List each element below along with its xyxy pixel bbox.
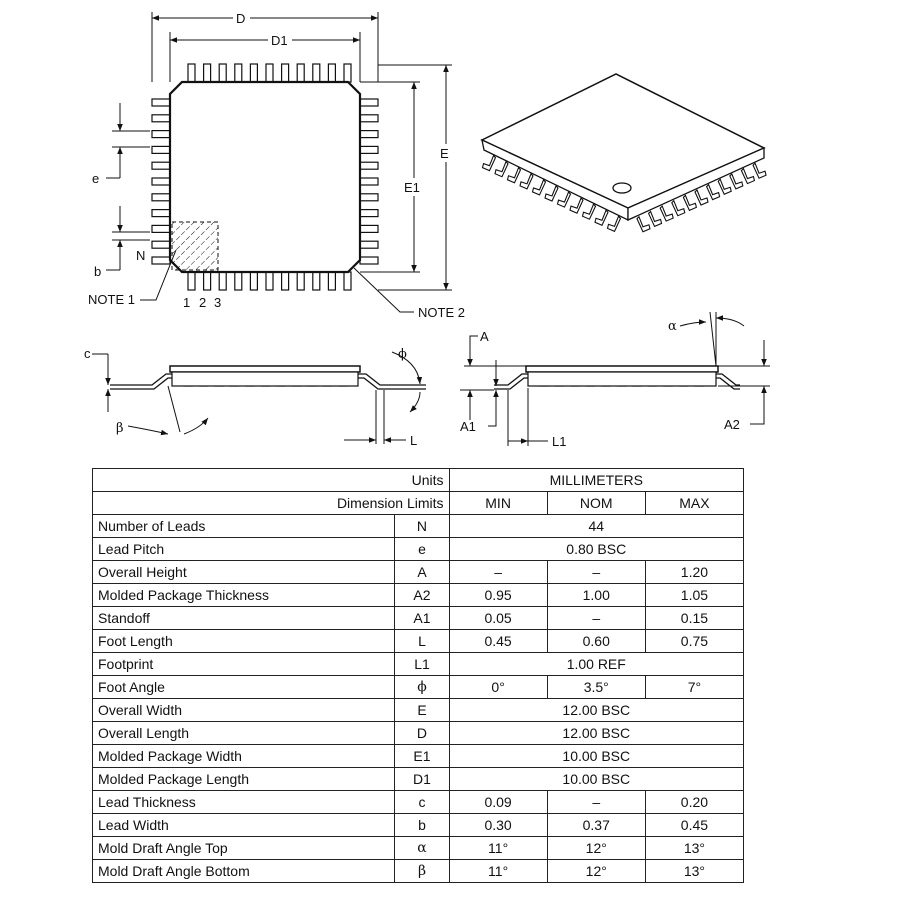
lead-top xyxy=(282,64,289,82)
dimension-nom: 12° xyxy=(547,860,645,883)
iso-lead-right xyxy=(707,185,720,200)
lead-bottom xyxy=(266,272,273,290)
table-row xyxy=(93,699,744,722)
table-row xyxy=(93,745,744,768)
dimension-symbol: E xyxy=(395,699,449,722)
dimension-name: Lead Pitch xyxy=(93,538,395,561)
iso-lead-right xyxy=(730,174,743,189)
lead-top xyxy=(188,64,195,82)
dimension-nom: – xyxy=(547,791,645,814)
dimension-min: 11° xyxy=(449,837,547,860)
lead-top xyxy=(235,64,242,82)
dimension-symbol: D1 xyxy=(395,768,449,791)
dimension-min: 0.05 xyxy=(449,607,547,630)
lead-bottom xyxy=(313,272,320,290)
side-view-left xyxy=(84,346,426,448)
lead-left xyxy=(152,257,170,264)
lead-bottom xyxy=(250,272,257,290)
lead-left xyxy=(152,99,170,106)
table-row xyxy=(93,653,744,676)
lead-right xyxy=(360,162,378,169)
iso-lead-right xyxy=(753,163,766,178)
dimension-name: Foot Length xyxy=(93,630,395,653)
dimension-symbol: β xyxy=(395,860,449,883)
dimension-symbol: D xyxy=(395,722,449,745)
lead-bottom xyxy=(344,272,351,290)
dimension-min: 0.95 xyxy=(449,584,547,607)
table-header-limits xyxy=(93,492,744,515)
dimension-value: 0.80 BSC xyxy=(449,538,743,561)
iso-lead-left xyxy=(495,162,508,177)
dimension-min: 0° xyxy=(449,676,547,699)
iso-lead-right xyxy=(649,211,662,226)
dimension-nom: 3.5° xyxy=(547,676,645,699)
lead-top xyxy=(328,64,335,82)
dimension-nom: 1.00 xyxy=(547,584,645,607)
lead-bottom xyxy=(235,272,242,290)
dimension-min: 0.30 xyxy=(449,814,547,837)
iso-lead-left xyxy=(483,156,496,171)
dimension-symbol: b xyxy=(395,814,449,837)
dimension-name: Overall Length xyxy=(93,722,395,745)
lead-left xyxy=(152,131,170,138)
dimension-nom: 12° xyxy=(547,837,645,860)
pin1-hatch-area xyxy=(172,222,218,270)
lead-bottom xyxy=(328,272,335,290)
lead-top xyxy=(204,64,211,82)
dimension-max: 13° xyxy=(645,837,743,860)
dimension-name: Molded Package Length xyxy=(93,768,395,791)
lead-bottom xyxy=(219,272,226,290)
table-row xyxy=(93,814,744,837)
isometric-view xyxy=(482,74,766,232)
dimension-symbol: L xyxy=(395,630,449,653)
lead-right xyxy=(360,146,378,153)
dimension-name: Number of Leads xyxy=(93,515,395,538)
dimension-name: Standoff xyxy=(93,607,395,630)
label-pin1: 1 xyxy=(183,295,191,310)
dimension-max: 13° xyxy=(645,860,743,883)
label-alpha: α xyxy=(668,319,677,334)
iso-lead-left xyxy=(520,174,533,189)
dimension-symbol: c xyxy=(395,791,449,814)
label-note1: NOTE 1 xyxy=(88,292,135,307)
iso-lead-left xyxy=(583,204,596,219)
label-A1: A1 xyxy=(460,419,476,434)
lead-right xyxy=(360,178,378,185)
dimension-name: Molded Package Thickness xyxy=(93,584,395,607)
dimension-nom: 0.37 xyxy=(547,814,645,837)
iso-lead-left xyxy=(595,210,608,225)
dimension-value: 1.00 REF xyxy=(449,653,743,676)
dimension-symbol: A1 xyxy=(395,607,449,630)
label-A: A xyxy=(480,329,489,344)
table-row xyxy=(93,630,744,653)
table-row xyxy=(93,538,744,561)
lead-top xyxy=(266,64,273,82)
table-row xyxy=(93,768,744,791)
header-max: MAX xyxy=(645,492,743,515)
dimension-max: 0.45 xyxy=(645,814,743,837)
iso-lead-right xyxy=(660,206,673,221)
lead-top xyxy=(313,64,320,82)
dimension-min: – xyxy=(449,561,547,584)
dimension-min: 0.45 xyxy=(449,630,547,653)
dimension-max: 1.20 xyxy=(645,561,743,584)
label-L: L xyxy=(410,433,418,448)
table-row xyxy=(93,607,744,630)
label-note2: NOTE 2 xyxy=(418,305,465,320)
dimension-table xyxy=(92,468,744,883)
lead-left xyxy=(152,162,170,169)
label-phi: ϕ xyxy=(398,347,407,362)
iso-lead-right xyxy=(718,179,731,194)
side-view-right xyxy=(460,312,770,449)
lead-left xyxy=(152,115,170,122)
table-row xyxy=(93,561,744,584)
lead-bottom xyxy=(282,272,289,290)
label-b: b xyxy=(94,264,102,279)
dimension-max: 0.75 xyxy=(645,630,743,653)
lead-left xyxy=(152,178,170,185)
lead-left xyxy=(152,225,170,232)
dimension-min: 0.09 xyxy=(449,791,547,814)
label-D1: D1 xyxy=(271,33,288,48)
dimension-min: 11° xyxy=(449,860,547,883)
dimension-symbol: e xyxy=(395,538,449,561)
units-value: MILLIMETERS xyxy=(449,469,743,492)
dimension-symbol: N xyxy=(395,515,449,538)
dimension-name: Mold Draft Angle Top xyxy=(93,837,395,860)
dimension-symbol: E1 xyxy=(395,745,449,768)
dimension-value: 12.00 BSC xyxy=(449,722,743,745)
lead-right xyxy=(360,99,378,106)
iso-lead-left xyxy=(508,168,521,183)
label-pin2: 2 xyxy=(199,295,207,310)
dimension-value: 10.00 BSC xyxy=(449,768,743,791)
dimension-nom: – xyxy=(547,561,645,584)
iso-pin1-dimple xyxy=(613,183,631,193)
lead-bottom xyxy=(204,272,211,290)
header-nom: NOM xyxy=(547,492,645,515)
dimension-name: Lead Width xyxy=(93,814,395,837)
table-row xyxy=(93,837,744,860)
lead-right xyxy=(360,225,378,232)
dimension-symbol: A xyxy=(395,561,449,584)
table-row xyxy=(93,860,744,883)
label-A2: A2 xyxy=(724,417,740,432)
dimension-name: Overall Width xyxy=(93,699,395,722)
table-row xyxy=(93,676,744,699)
iso-lead-left xyxy=(608,216,621,231)
label-pin3: 3 xyxy=(214,295,222,310)
lead-left xyxy=(152,210,170,217)
table-header-units xyxy=(93,469,744,492)
label-c: c xyxy=(84,346,91,361)
iso-lead-right xyxy=(741,169,754,184)
iso-lead-right xyxy=(695,190,708,205)
table-row xyxy=(93,515,744,538)
dimension-name: Foot Angle xyxy=(93,676,395,699)
iso-lead-left xyxy=(545,186,558,201)
label-e: e xyxy=(92,171,100,186)
table-row xyxy=(93,791,744,814)
lead-bottom xyxy=(188,272,195,290)
dimension-name: Lead Thickness xyxy=(93,791,395,814)
lead-top xyxy=(250,64,257,82)
table-row xyxy=(93,584,744,607)
dimension-value: 44 xyxy=(449,515,743,538)
iso-lead-right xyxy=(683,195,696,210)
dimension-symbol: α xyxy=(395,837,449,860)
lead-top xyxy=(219,64,226,82)
lead-right xyxy=(360,115,378,122)
label-beta: β xyxy=(116,421,124,436)
iso-lead-left xyxy=(570,198,583,213)
dimension-max: 1.05 xyxy=(645,584,743,607)
lead-left xyxy=(152,146,170,153)
label-E1: E1 xyxy=(404,180,420,195)
dimension-name: Overall Height xyxy=(93,561,395,584)
lead-left xyxy=(152,241,170,248)
label-D: D xyxy=(236,11,246,26)
dimension-symbol: ϕ xyxy=(395,676,449,699)
dimension-max: 7° xyxy=(645,676,743,699)
units-label: Units xyxy=(93,469,450,492)
iso-lead-left xyxy=(558,192,571,207)
table-row xyxy=(93,722,744,745)
label-E: E xyxy=(440,146,449,161)
lead-bottom xyxy=(297,272,304,290)
dimension-value: 10.00 BSC xyxy=(449,745,743,768)
dimension-symbol: L1 xyxy=(395,653,449,676)
lead-right xyxy=(360,131,378,138)
dimension-max: 0.15 xyxy=(645,607,743,630)
lead-right xyxy=(360,210,378,217)
iso-lead-right xyxy=(637,217,650,232)
lead-right xyxy=(360,257,378,264)
label-L1: L1 xyxy=(552,434,567,449)
lead-top xyxy=(297,64,304,82)
dimension-value: 12.00 BSC xyxy=(449,699,743,722)
dimension-name: Footprint xyxy=(93,653,395,676)
dimension-nom: – xyxy=(547,607,645,630)
iso-lead-right xyxy=(672,201,685,216)
lead-right xyxy=(360,194,378,201)
dimension-symbol: A2 xyxy=(395,584,449,607)
header-min: MIN xyxy=(449,492,547,515)
dimension-nom: 0.60 xyxy=(547,630,645,653)
dimension-max: 0.20 xyxy=(645,791,743,814)
top-view xyxy=(88,11,465,320)
dimension-limits-label: Dimension Limits xyxy=(93,492,450,515)
label-N: N xyxy=(136,248,146,263)
iso-lead-left xyxy=(533,180,546,195)
lead-top xyxy=(344,64,351,82)
dimension-name: Molded Package Width xyxy=(93,745,395,768)
lead-right xyxy=(360,241,378,248)
lead-left xyxy=(152,194,170,201)
dimension-name: Mold Draft Angle Bottom xyxy=(93,860,395,883)
